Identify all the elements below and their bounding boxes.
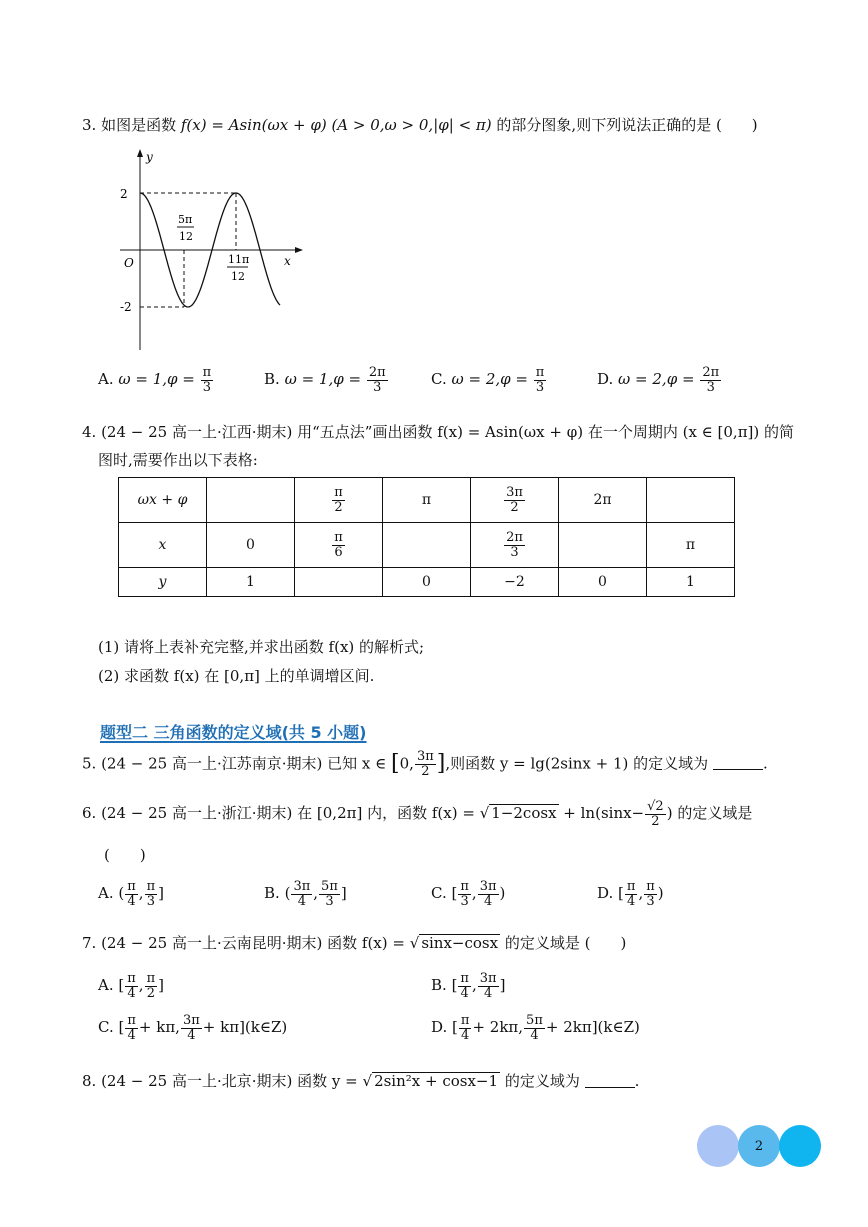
q5-answer-blank[interactable] [713, 755, 763, 770]
page-number: 2 [738, 1125, 780, 1167]
table-cell[interactable] [383, 523, 471, 568]
q4-line2: 图时,需要作出以下表格: [98, 451, 258, 469]
q8-stem: 8. (24 − 25 高一上·北京·期末) 函数 y = √ 2sin²x + cosx−1 的定义域为 . [82, 1072, 640, 1090]
q6-option-d[interactable]: D. [ $\frac{\pi}{4}$ , $\frac{\pi}{3}$ ) [597, 879, 664, 909]
table-cell: 1 [207, 568, 295, 597]
table-row [119, 478, 735, 523]
table-cell: $\frac{\pi}{6}$ [295, 523, 383, 568]
y-axis-label: y [146, 150, 153, 164]
table-cell: π [647, 523, 735, 568]
table-cell: 1 [647, 568, 735, 597]
table-cell[interactable] [559, 523, 647, 568]
q3-option-c[interactable]: C. ω = 2,φ = $\frac{\pi}{3}$ [431, 365, 545, 395]
table-cell: $\frac{\pi}{2}$ [295, 478, 383, 523]
x1-num: 5π [178, 213, 193, 226]
table-cell[interactable] [207, 478, 295, 523]
q4-sub2: (2) 求函数 f(x) 在 [0,π] 上的单调增区间. [98, 667, 375, 685]
table-cell: $\frac{3\pi}{2}$ [471, 478, 559, 523]
table-cell: 2π [559, 478, 647, 523]
q3-option-d[interactable]: D. ω = 2,φ = $\frac{2\pi}{3}$ [597, 365, 720, 395]
q3-prefix: 3. 如图是函数 [82, 116, 177, 134]
table-cell: −2 [471, 568, 559, 597]
q4-line1: 4. (24 − 25 高一上·江西·期末) 用“五点法”画出函数 f(x) = Asin(ωx + φ) 在一个周期内 (x ∈ [0,π]) 的简 [82, 423, 795, 441]
table-cell[interactable] [295, 568, 383, 597]
table-cell: π [383, 478, 471, 523]
x2-num: 11π [228, 253, 250, 266]
origin-label: O [124, 256, 134, 270]
x2-den: 12 [231, 270, 245, 283]
table-cell: $\frac{2\pi}{3}$ [471, 523, 559, 568]
q6-stem: 6. (24 − 25 高一上·浙江·期末) 在 [0,2π] 内，函数 f(x) = √ 1−2cosx + ln(sinx− $\frac{√2}{2}$ ) 的定义域是 [82, 799, 753, 829]
section-title: 题型二 三角函数的定义域(共 5 小题) [100, 723, 367, 742]
q3-option-b[interactable]: B. ω = 1,φ = $\frac{2\pi}{3}$ [264, 365, 386, 395]
table-cell: 0 [559, 568, 647, 597]
q3-stem [82, 116, 758, 136]
table-head-omega: ωx + φ [119, 478, 207, 523]
five-point-table [118, 477, 735, 597]
q6-option-c[interactable]: C. [ $\frac{\pi}{3}$ , $\frac{3\pi}{4}$ ) [431, 879, 506, 909]
q7-option-d[interactable]: D. [ $\frac{\pi}{4}$ + 2kπ, $\frac{5\pi}{4}$ + 2kπ](k∈Z) [431, 1013, 640, 1043]
q3-function: f(x) = Asin(ωx + φ) (A > 0,ω > 0,|φ| < π) [180, 116, 492, 134]
table-head-x: x [119, 523, 207, 568]
q6-paren: ( ) [104, 846, 146, 864]
x-axis-label: x [284, 254, 291, 268]
q3-option-a[interactable]: A. ω = 1,φ = $\frac{\pi}{3}$ [98, 365, 212, 395]
table-head-y: y [119, 568, 207, 597]
q7-option-c[interactable]: C. [ $\frac{\pi}{4}$ + kπ, $\frac{3\pi}{4}$ + kπ](k∈Z) [98, 1013, 288, 1043]
q3-sine-graph [108, 145, 318, 355]
page-circle-right [779, 1125, 821, 1167]
q3-suffix: 的部分图象,则下列说法正确的是 ( ) [496, 116, 758, 134]
table-cell: 0 [207, 523, 295, 568]
table-row [119, 568, 735, 597]
x1-den: 12 [179, 230, 193, 243]
q6-option-b[interactable]: B. ( $\frac{3\pi}{4}$ , $\frac{5\pi}{3}$ ] [264, 879, 347, 909]
table-row [119, 523, 735, 568]
q8-answer-blank[interactable] [585, 1073, 635, 1088]
q7-option-a[interactable]: A. [ $\frac{\pi}{4}$ , $\frac{\pi}{2}$ ] [98, 971, 164, 1001]
q5-stem: 5. (24 − 25 高一上·江苏南京·期末) 已知 x ∈ [0, $\frac{3\pi}{2}$ ],则函数 y = lg(2sinx + 1) 的定义域为 . [82, 749, 768, 779]
y-axis-arrow [137, 149, 143, 157]
q7-stem: 7. (24 − 25 高一上·云南昆明·期末) 函数 f(x) = √ sinx−cosx 的定义域是 ( ) [82, 934, 627, 952]
y-bottom-label: -2 [120, 300, 132, 314]
x-axis-arrow [295, 247, 303, 253]
table-cell: 0 [383, 568, 471, 597]
q7-option-b[interactable]: B. [ $\frac{\pi}{4}$ , $\frac{3\pi}{4}$ ] [431, 971, 506, 1001]
page-circle-left [697, 1125, 739, 1167]
q4-sub1: (1) 请将上表补充完整,并求出函数 f(x) 的解析式; [98, 638, 425, 656]
table-cell[interactable] [647, 478, 735, 523]
y-top-label: 2 [120, 187, 128, 201]
q6-option-a[interactable]: A. ( $\frac{\pi}{4}$ , $\frac{\pi}{3}$ ] [98, 879, 164, 909]
